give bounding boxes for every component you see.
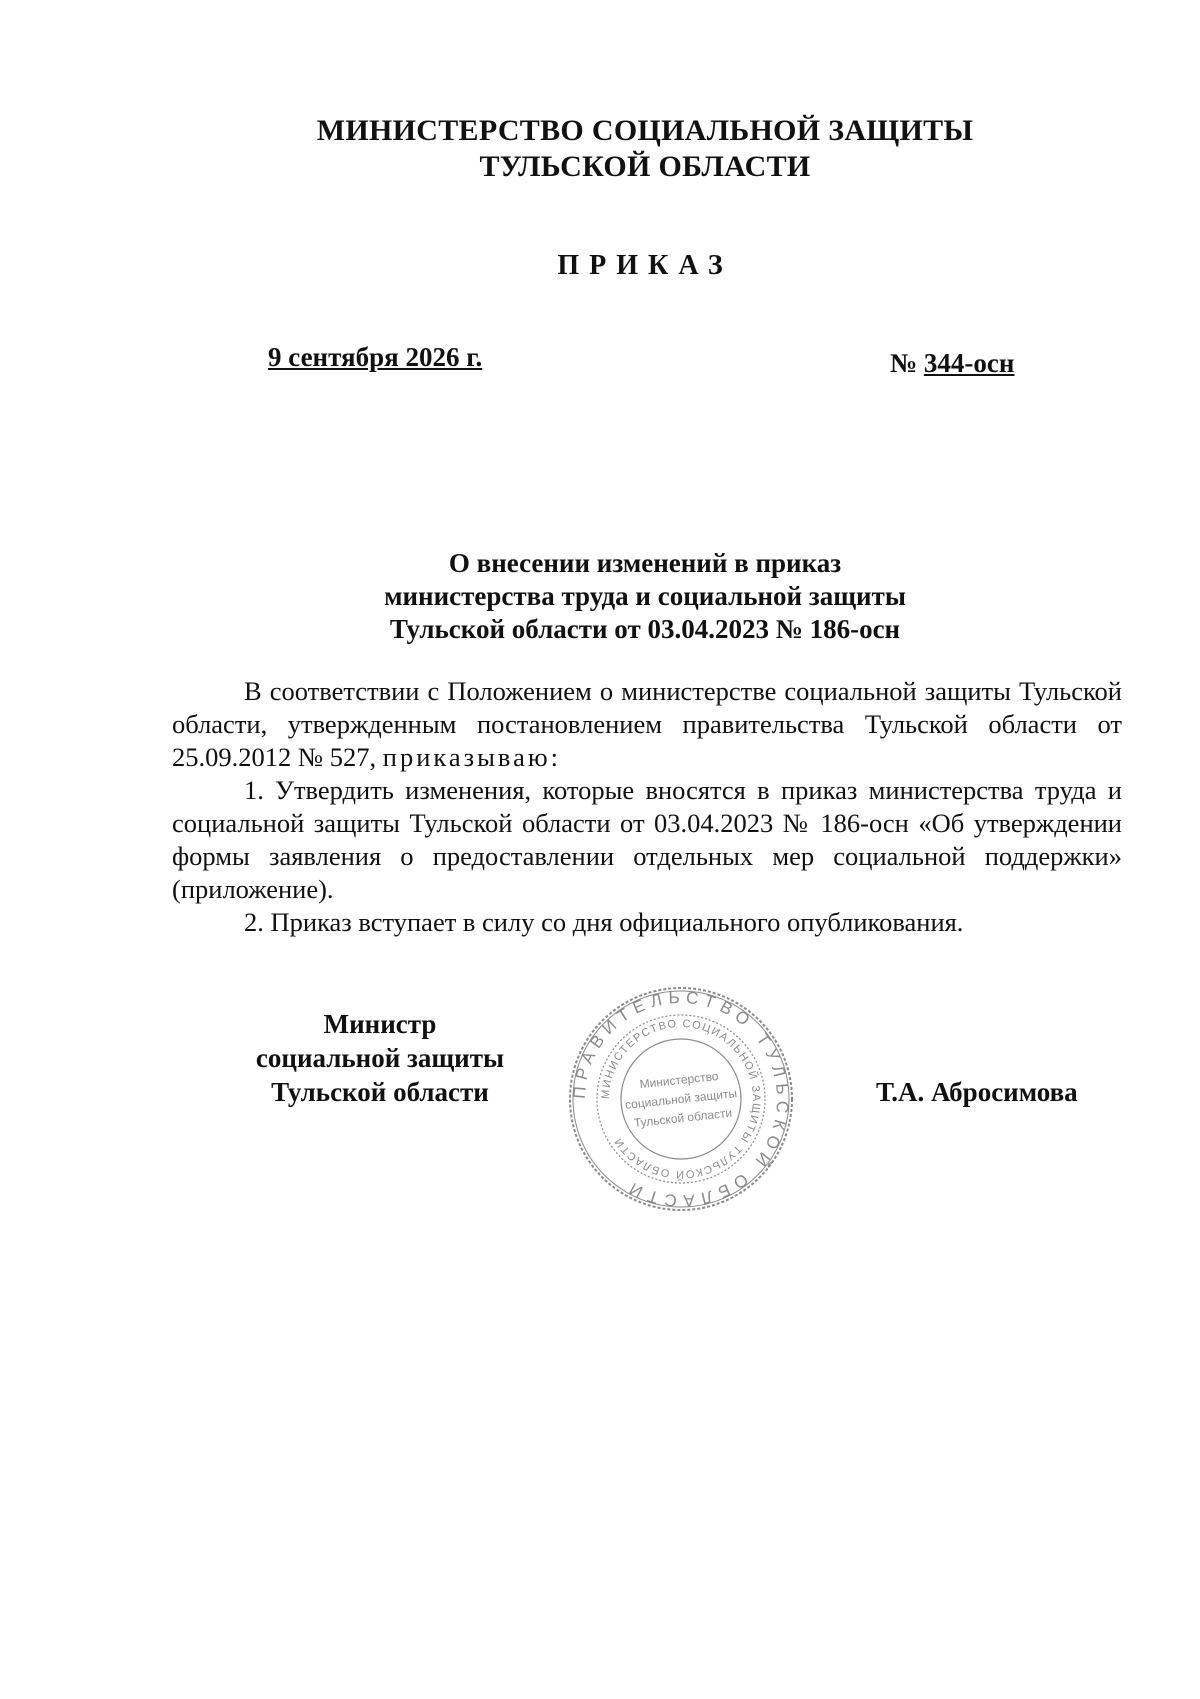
preamble-action: приказываю: <box>382 742 562 772</box>
number-sign: № <box>890 348 918 378</box>
seal-center-line-3: Тульской области <box>633 1105 733 1131</box>
signatory-title-line-2: социальной защиты <box>255 1043 505 1073</box>
subject-line-1: О внесении изменений в приказ <box>448 548 842 578</box>
seal-center-line-2: социальной защиты <box>624 1086 738 1112</box>
signatory-title-line-1: Министр <box>323 1009 437 1039</box>
signatory-title <box>230 1007 530 1109</box>
signatory-title-line-3: Тульской области <box>271 1077 489 1107</box>
official-seal <box>566 984 796 1214</box>
item-2-paragraph: 2. Приказ вступает в силу со дня официального опубликования. <box>244 907 964 937</box>
item-1-paragraph: 1. Утвердить изменения, которые вносятся в приказ министерства труда и социальной защиты Тульской области от 03.04.2023 № 186-осн «Об утверждении формы заявления о предоставлении отдельных мер социальной поддержки» (приложение). <box>172 775 1122 904</box>
seal-middle-text-path: МИНИСТЕРСТВО СОЦИАЛЬНОЙ ЗАЩИТЫ ТУЛЬСКОЙ ОБЛАСТИ <box>599 1017 763 1181</box>
subject-line-3: Тульской области от 03.04.2023 № 186-осн <box>389 614 901 644</box>
signatory-name: Т.А. Абросимова <box>876 1077 1078 1107</box>
seal-outer-text-path: ПРАВИТЕЛЬСТВО ТУЛЬСКОЙ ОБЛАСТИ <box>569 987 793 1211</box>
document-type: ПРИКАЗ <box>557 250 733 281</box>
seal-center-line-1: Министерство <box>638 1069 720 1092</box>
header-line-1: МИНИСТЕРСТВО СОЦИАЛЬНОЙ ЗАЩИТЫ <box>316 114 974 147</box>
header-line-2: ТУЛЬСКОЙ ОБЛАСТИ <box>479 150 811 183</box>
subject-line-2: министерства труда и социальной защиты <box>384 581 906 611</box>
preamble-paragraph <box>172 675 1122 774</box>
document-number <box>890 348 1014 379</box>
preamble-text: В соответствии с Положением о министерстве социальной защиты Тульской области, утвержденным постановлением правительства Тульской области от 25.09.2012 № 527, <box>172 676 1122 772</box>
number-value: 344-осн <box>923 348 1015 378</box>
document-body <box>172 675 1122 939</box>
document-date: 9 сентября 2026 г. <box>268 342 483 372</box>
